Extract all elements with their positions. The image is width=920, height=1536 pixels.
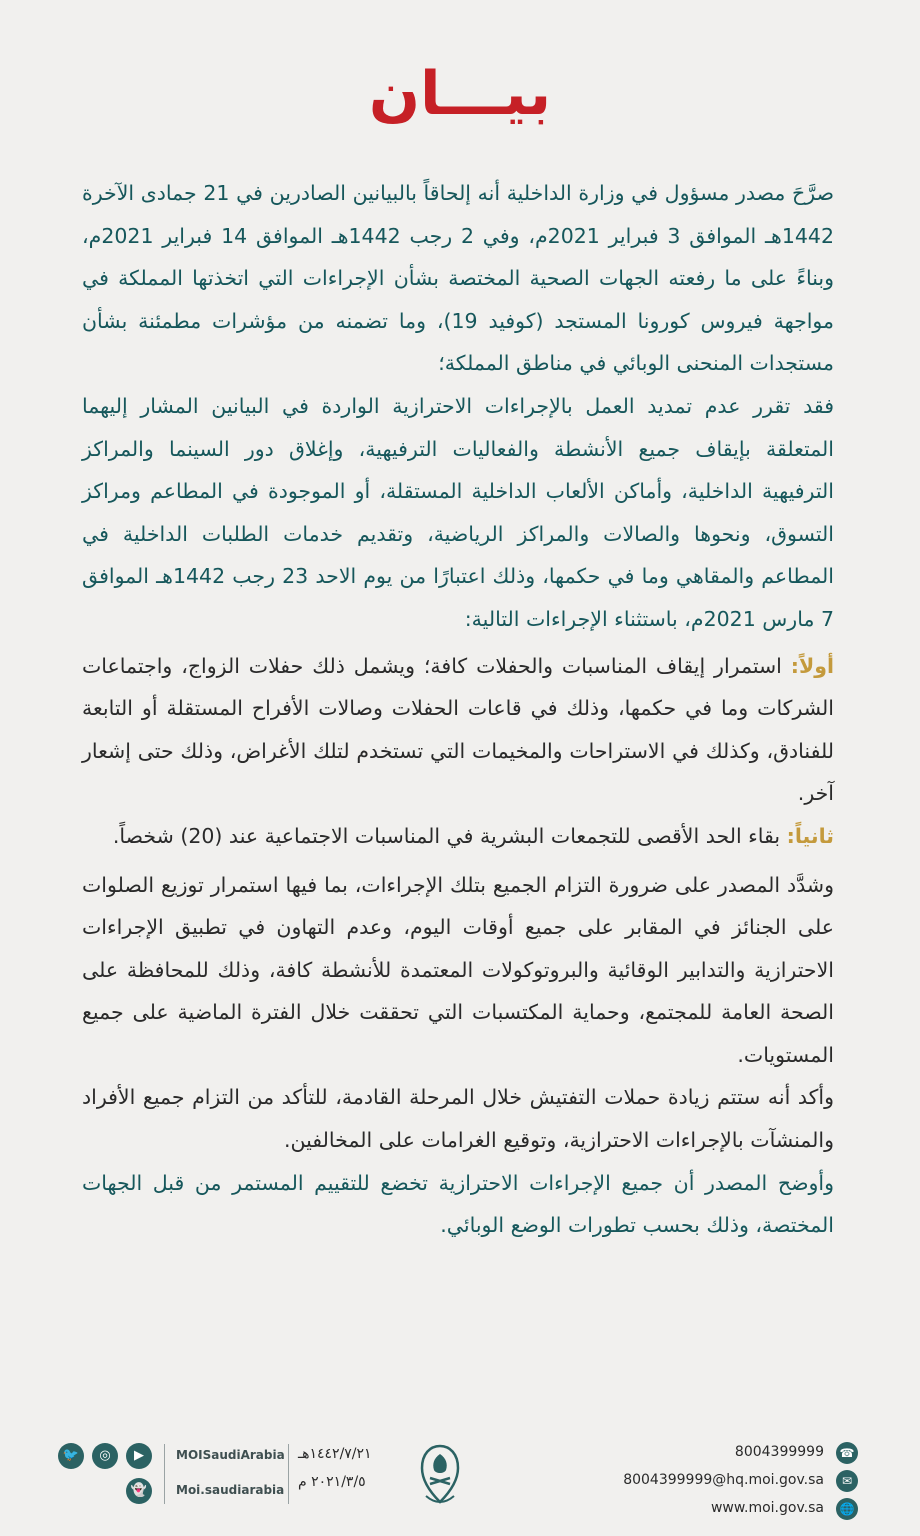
website-link[interactable]: www.moi.gov.sa	[710, 1500, 824, 1516]
phone-number[interactable]: 8004399999	[734, 1444, 824, 1460]
page-title: بيـــان	[368, 59, 552, 129]
footer	[0, 1430, 920, 1536]
instagram-icon[interactable]: ◎	[92, 1443, 118, 1469]
phone-icon: ☎	[836, 1442, 858, 1464]
paragraph-inspection: وأكد أنه ستتم زيادة حملات التفتيش خلال المرحلة القادمة، للتأكد من التزام جميع الأفراد والمنشآت بالإجراءات الاحترازية، وتوقيع الغرامات على المخالفين.	[82, 1085, 834, 1153]
social-handle[interactable]: MOISaudiArabia	[176, 1448, 285, 1462]
item-first	[82, 645, 834, 815]
item-first-label: أولاً:	[790, 653, 834, 678]
email-address[interactable]: 8004399999@hq.moi.gov.sa	[623, 1472, 824, 1488]
paragraph-emphasis: وشدَّد المصدر على ضرورة التزام الجميع بتلك الإجراءات، بما فيها استمرار توزيع الصلوات على الجنائز في المقابر على جميع أوقات اليوم، وعدم التهاون في تطبيق الإجراءات الاحترازية والتدابير الوقائية والبروتوكولات المعتمدة للأنشطة كافة، وذلك للمحافظة على الصحة العامة للمجتمع، وحماية المكتسبات التي تحققت خلال الفترة الماضية على جميع المستويات.	[82, 872, 834, 1067]
paragraph-evaluation: وأوضح المصدر أن جميع الإجراءات الاحترازية تخضع للتقييم المستمر من قبل الجهات المختصة، وذلك بحسب تطورات الوضع الوبائي.	[82, 1170, 834, 1238]
item-second-label: ثانياً:	[786, 823, 834, 848]
item-second	[82, 815, 834, 858]
item-second-text: بقاء الحد الأقصى للتجمعات البشرية في المناسبات الاجتماعية عند (20) شخصاً.	[112, 823, 787, 848]
item-first-text: استمرار إيقاف المناسبات والحفلات كافة؛ ويشمل ذلك حفلات الزواج، واجتماعات الشركات وما في حكمها، وذلك في قاعات الحفلات وصالات الأفراح المستقلة أو التابعة للفنادق، وكذلك في الاستراحات والمخيمات التي تستخدم لتلك الأغراض، وذلك حتى إشعار آخر.	[82, 653, 834, 806]
email-icon: ✉	[836, 1470, 858, 1492]
statement-body	[82, 172, 834, 1247]
gregorian-date: ٢٠٢١/٣/٥ م	[298, 1474, 366, 1490]
footer-divider-mid	[288, 1444, 289, 1504]
ministry-emblem-icon	[412, 1440, 468, 1510]
youtube-icon[interactable]: ▶	[126, 1443, 152, 1469]
paragraph-intro: صرَّحَ مصدر مسؤول في وزارة الداخلية أنه إلحاقاً بالبيانين الصادرين في 21 جمادى الآخرة 1442هـ الموافق 3 فبراير 2021م، وفي 2 رجب 1442هـ الموافق 14 فبراير 2021م، وبناءً على ما رفعته الجهات الصحية المختصة بشأن الإجراءات التي اتخذتها المملكة في مواجهة فيروس كورونا المستجد (كوفيد 19)، وما تضمنه من مؤشرات مطمئنة بشأن مستجدات المنحنى الوبائي في مناطق المملكة؛	[82, 181, 835, 376]
footer-divider-left	[164, 1444, 165, 1504]
globe-icon: 🌐	[836, 1498, 858, 1520]
snapchat-icon[interactable]: 👻	[126, 1478, 152, 1504]
twitter-icon[interactable]: 🐦	[58, 1443, 84, 1469]
snapchat-handle[interactable]: Moi.saudiarabia	[176, 1483, 285, 1497]
paragraph-decision: فقد تقرر عدم تمديد العمل بالإجراءات الاحترازية الواردة في البيانين المشار إليهما المتعلقة بإيقاف جميع الأنشطة والفعاليات الترفيهية، وإغلاق دور السينما والمراكز الترفيهية الداخلية، وأماكن الألعاب الداخلية المستقلة، أو الموجودة في المطاعم ومراكز التسوق، ونحوها والصالات والمراكز الرياضية، وتقديم خدمات الطلبات الداخلية في المطاعم والمقاهي وما في حكمها، وذلك اعتبارًا من يوم الاحد 23 رجب 1442هـ الموافق 7 مارس 2021م، باستثناء الإجراءات التالية:	[82, 393, 834, 631]
hijri-date: ١٤٤٢/٧/٢١هـ	[298, 1446, 372, 1462]
